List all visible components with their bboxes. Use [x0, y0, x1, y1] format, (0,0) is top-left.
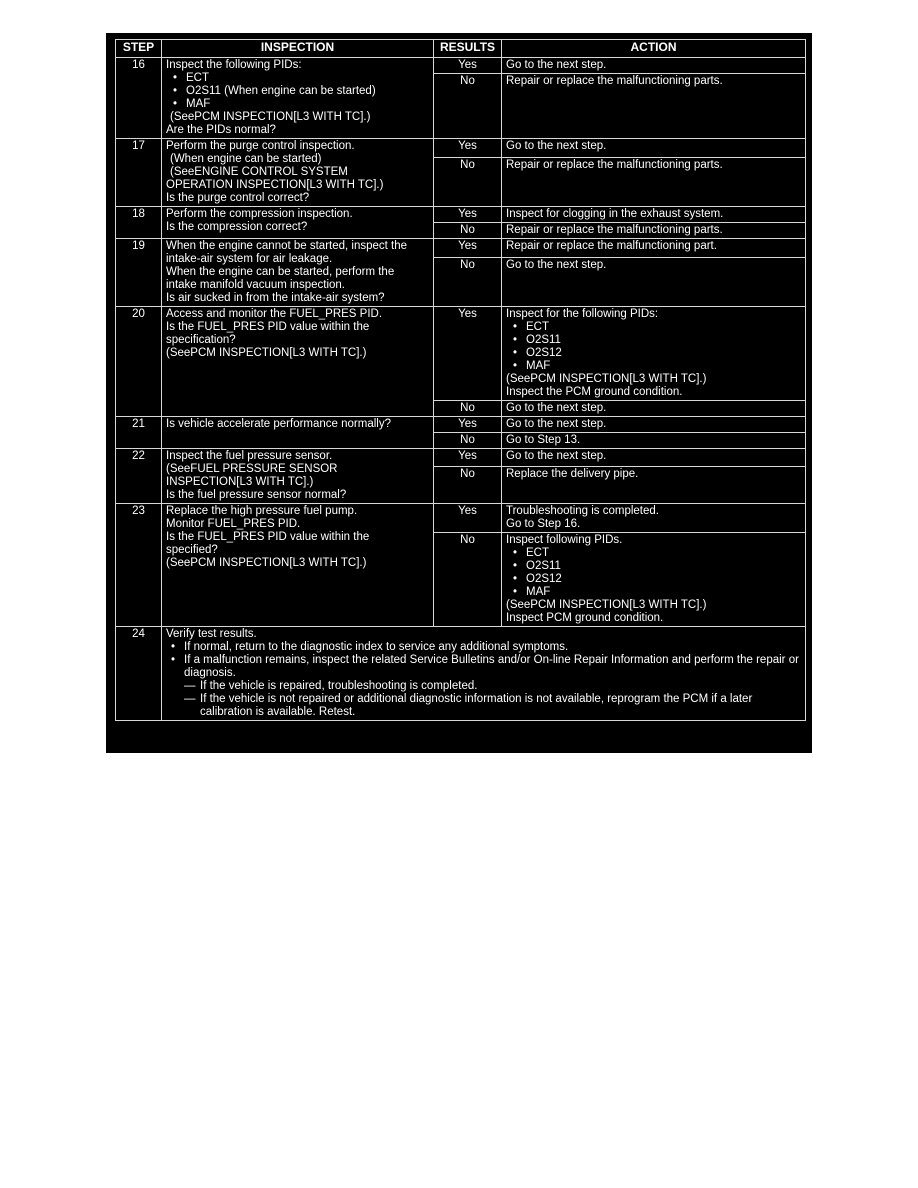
result-no: No — [434, 401, 502, 417]
inspection-line: Inspect the following PIDs: — [166, 59, 302, 71]
step-number: 17 — [116, 139, 162, 207]
pid-item: • MAF — [526, 586, 801, 599]
result-yes: Yes — [434, 417, 502, 433]
reference-link-text[interactable]: (SeePCM INSPECTION[L3 WITH TC].) — [166, 347, 367, 359]
action-yes: Go to the next step. — [502, 417, 806, 433]
inspection-line: specified? — [166, 544, 218, 556]
result-yes: Yes — [434, 239, 502, 258]
action-no: Go to Step 13. — [502, 433, 806, 449]
pid-item: • MAF — [186, 98, 429, 111]
action-no: Repair or replace the malfunctioning parts. — [502, 74, 806, 139]
step-number: 20 — [116, 307, 162, 417]
pid-item: • ECT — [526, 547, 801, 560]
action-line: Inspect following PIDs. — [506, 534, 623, 546]
action-yes: Repair or replace the malfunctioning part. — [502, 239, 806, 258]
inspection-line: Perform the compression inspection. — [166, 208, 353, 220]
pid-item: • O2S12 — [526, 347, 801, 360]
list-item: — If the vehicle is not repaired or additional diagnostic information is not available, reprogram the PCM if a later calibration is available. Retest. — [184, 693, 801, 719]
result-no: No — [434, 74, 502, 139]
reference-link-text[interactable]: INSPECTION[L3 WITH TC].) — [166, 476, 314, 488]
reference-link-text[interactable]: (SeeENGINE CONTROL SYSTEM — [170, 166, 348, 178]
inspection-line: Is the FUEL_PRES PID value within the — [166, 321, 370, 333]
inspection-column-header: INSPECTION — [162, 40, 434, 58]
step-number: 23 — [116, 504, 162, 627]
inspection-line: Is the FUEL_PRES PID value within the — [166, 531, 370, 543]
inspection-question: Is the fuel pressure sensor normal? — [166, 489, 347, 501]
pid-list — [506, 321, 801, 373]
action-no: Repair or replace the malfunctioning parts. — [502, 158, 806, 207]
pid-item: • O2S11 (When engine can be started) — [186, 85, 429, 98]
action-yes — [502, 307, 806, 401]
pid-item: • ECT — [526, 321, 801, 334]
reference-link-text[interactable]: (SeePCM INSPECTION[L3 WITH TC].) — [170, 111, 371, 123]
diagnostic-procedure-table — [115, 39, 806, 721]
inspection-line: intake-air system for air leakage. — [166, 253, 333, 265]
inspection-line: Verify test results. — [166, 628, 257, 640]
step-number: 18 — [116, 207, 162, 239]
inspection-line: intake manifold vacuum inspection. — [166, 279, 345, 291]
inspection-line: (When engine can be started) — [170, 153, 322, 165]
action-line: Troubleshooting is completed. — [506, 505, 659, 517]
inspection-line: Access and monitor the FUEL_PRES PID. — [166, 308, 383, 320]
pid-item: • O2S11 — [526, 560, 801, 573]
result-yes: Yes — [434, 504, 502, 533]
result-yes: Yes — [434, 58, 502, 74]
inspection-cell — [162, 307, 434, 417]
inspection-cell — [162, 449, 434, 504]
inspection-question: Are the PIDs normal? — [166, 124, 276, 136]
action-line: Go to Step 16. — [506, 518, 581, 530]
inspection-line: Monitor FUEL_PRES PID. — [166, 518, 301, 530]
action-yes — [502, 504, 806, 533]
result-yes: Yes — [434, 307, 502, 401]
table-row — [116, 417, 806, 433]
table-row — [116, 239, 806, 258]
inspection-line: Perform the purge control inspection. — [166, 140, 355, 152]
table-row — [116, 449, 806, 467]
inspection-question: Is the purge control correct? — [166, 192, 310, 204]
pid-item: • O2S12 — [526, 573, 801, 586]
inspection-line: Replace the high pressure fuel pump. — [166, 505, 358, 517]
step-number: 19 — [116, 239, 162, 307]
result-no: No — [434, 223, 502, 239]
action-yes: Go to the next step. — [502, 449, 806, 467]
diagnostic-table-page — [106, 33, 812, 753]
result-yes: Yes — [434, 449, 502, 467]
inspection-line: Inspect the fuel pressure sensor. — [166, 450, 333, 462]
inspection-cell — [162, 58, 434, 139]
action-line: Inspect for the following PIDs: — [506, 308, 659, 320]
table-row — [116, 139, 806, 158]
action-no — [502, 533, 806, 627]
step-number: 21 — [116, 417, 162, 449]
table-row — [116, 627, 806, 721]
action-no: Go to the next step. — [502, 258, 806, 307]
inspection-line: When the engine can be started, perform the — [166, 266, 395, 278]
inspection-cell — [162, 207, 434, 239]
table-row — [116, 58, 806, 74]
result-no: No — [434, 467, 502, 504]
result-bullet-list — [166, 641, 801, 680]
step-column-header: STEP — [116, 40, 162, 58]
inspection-line: When the engine cannot be started, inspect the — [166, 240, 408, 252]
pid-item: • MAF — [526, 360, 801, 373]
action-yes: Inspect for clogging in the exhaust system. — [502, 207, 806, 223]
inspection-line: specification? — [166, 334, 236, 346]
reference-link-text[interactable]: (SeeFUEL PRESSURE SENSOR — [166, 463, 338, 475]
action-no: Repair or replace the malfunctioning parts. — [502, 223, 806, 239]
pid-item: • O2S11 — [526, 334, 801, 347]
step-number: 16 — [116, 58, 162, 139]
result-no: No — [434, 433, 502, 449]
result-no: No — [434, 158, 502, 207]
table-row — [116, 504, 806, 533]
reference-link-text[interactable]: (SeePCM INSPECTION[L3 WITH TC].) — [166, 557, 367, 569]
inspection-cell — [162, 504, 434, 627]
table-row — [116, 207, 806, 223]
results-column-header: RESULTS — [434, 40, 502, 58]
result-yes: Yes — [434, 139, 502, 158]
table-header-row — [116, 40, 806, 58]
action-yes: Go to the next step. — [502, 58, 806, 74]
result-yes: Yes — [434, 207, 502, 223]
step-number: 22 — [116, 449, 162, 504]
action-yes: Go to the next step. — [502, 139, 806, 158]
inspection-question: Is vehicle accelerate performance normally? — [166, 418, 391, 430]
reference-link-text[interactable]: (SeePCM INSPECTION[L3 WITH TC].) — [506, 373, 707, 385]
reference-link-text[interactable]: OPERATION INSPECTION[L3 WITH TC].) — [166, 179, 384, 191]
action-column-header: ACTION — [502, 40, 806, 58]
action-line: Inspect the PCM ground condition. — [506, 386, 683, 398]
result-no: No — [434, 258, 502, 307]
list-item: • If normal, return to the diagnostic index to service any additional symptoms. — [184, 641, 801, 654]
inspection-cell — [162, 239, 434, 307]
list-item: • If a malfunction remains, inspect the related Service Bulletins and/or On-line Repair Information and perform the repair or diagnosis. — [184, 654, 801, 680]
pid-list — [166, 72, 429, 111]
inspection-question: Is the compression correct? — [166, 221, 308, 233]
inspection-cell — [162, 139, 434, 207]
inspection-cell — [162, 417, 434, 449]
result-no: No — [434, 533, 502, 627]
pid-list — [506, 547, 801, 599]
verification-cell — [162, 627, 806, 721]
step-number: 24 — [116, 627, 162, 721]
inspection-question: Is air sucked in from the intake-air system? — [166, 292, 385, 304]
reference-link-text[interactable]: (SeePCM INSPECTION[L3 WITH TC].) — [506, 599, 707, 611]
action-no: Go to the next step. — [502, 401, 806, 417]
table-row — [116, 307, 806, 401]
action-line: Inspect PCM ground condition. — [506, 612, 664, 624]
pid-item: • ECT — [186, 72, 429, 85]
list-item: — If the vehicle is repaired, troubleshooting is completed. — [184, 680, 801, 693]
action-no: Replace the delivery pipe. — [502, 467, 806, 504]
result-dash-list — [166, 680, 801, 719]
